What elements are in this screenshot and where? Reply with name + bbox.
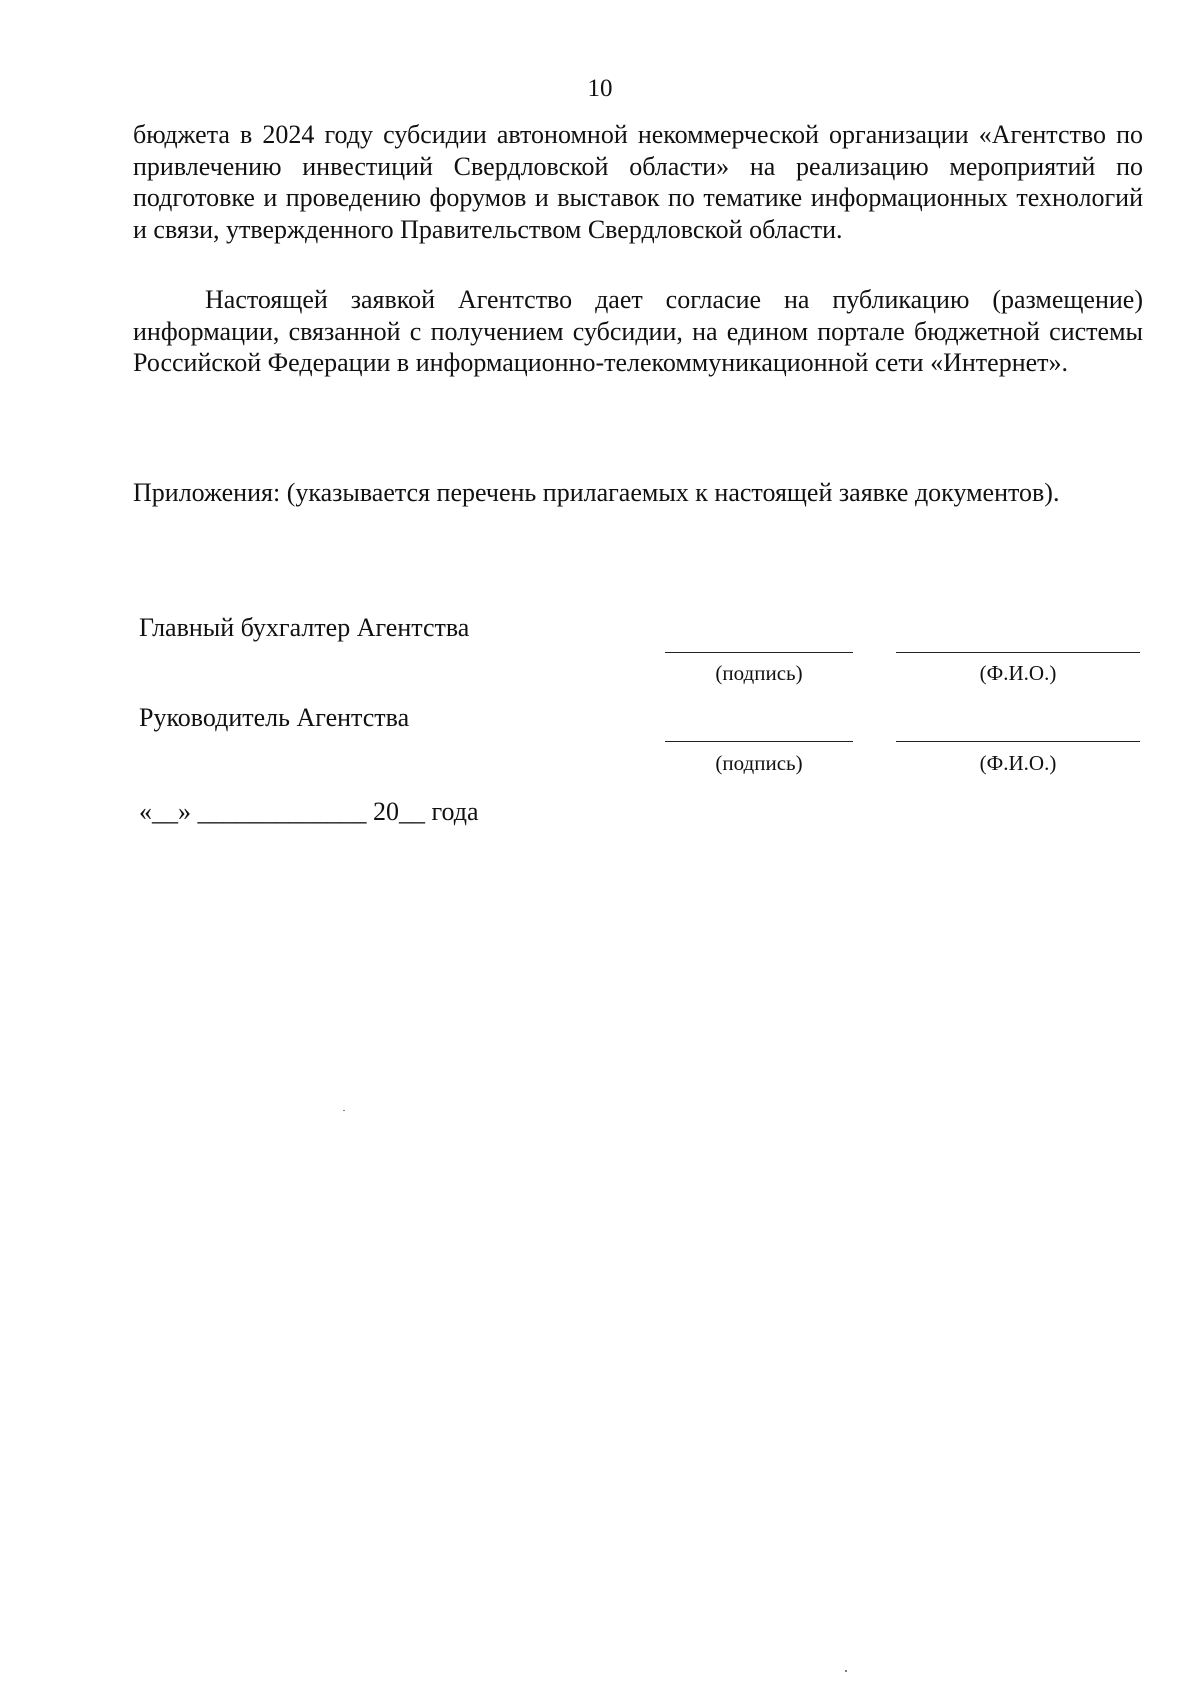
name-line	[896, 652, 1140, 653]
signature-caption: (подпись)	[715, 661, 803, 685]
scan-speck	[343, 1110, 345, 1111]
name-caption: (Ф.И.О.)	[979, 751, 1057, 775]
date-line: «__» _____________ 20__ года	[139, 797, 479, 826]
name-line	[896, 741, 1140, 742]
signature-caption: (подпись)	[715, 751, 803, 775]
body-paragraph-2: Настоящей заявкой Агентство дает согласие на публикацию (размещение) информации, связанной с получением субсидии, на едином портале бюджетной системы Российской Федерации в информационно-телекоммуникационной сети «Интернет».	[133, 285, 1143, 377]
signer-role: Главный бухгалтер Агентства	[139, 613, 470, 642]
signature-line	[665, 652, 853, 653]
signature-line	[665, 741, 853, 742]
attachments-line: Приложения: (указывается перечень прилагаемых к настоящей заявке документов).	[133, 478, 1060, 507]
name-caption: (Ф.И.О.)	[979, 661, 1057, 685]
scan-speck	[845, 1670, 847, 1672]
page-number: 10	[587, 75, 613, 102]
body-paragraph-1: бюджета в 2024 году субсидии автономной некоммерческой организации «Агентство по привлечению инвестиций Свердловской области» на реализацию мероприятий по подготовке и проведению форумов и выставок по тематике информационных технологий и связи, утвержденного Правительством Свердловской области.	[133, 120, 1143, 244]
signer-role: Руководитель Агентства	[139, 703, 410, 732]
